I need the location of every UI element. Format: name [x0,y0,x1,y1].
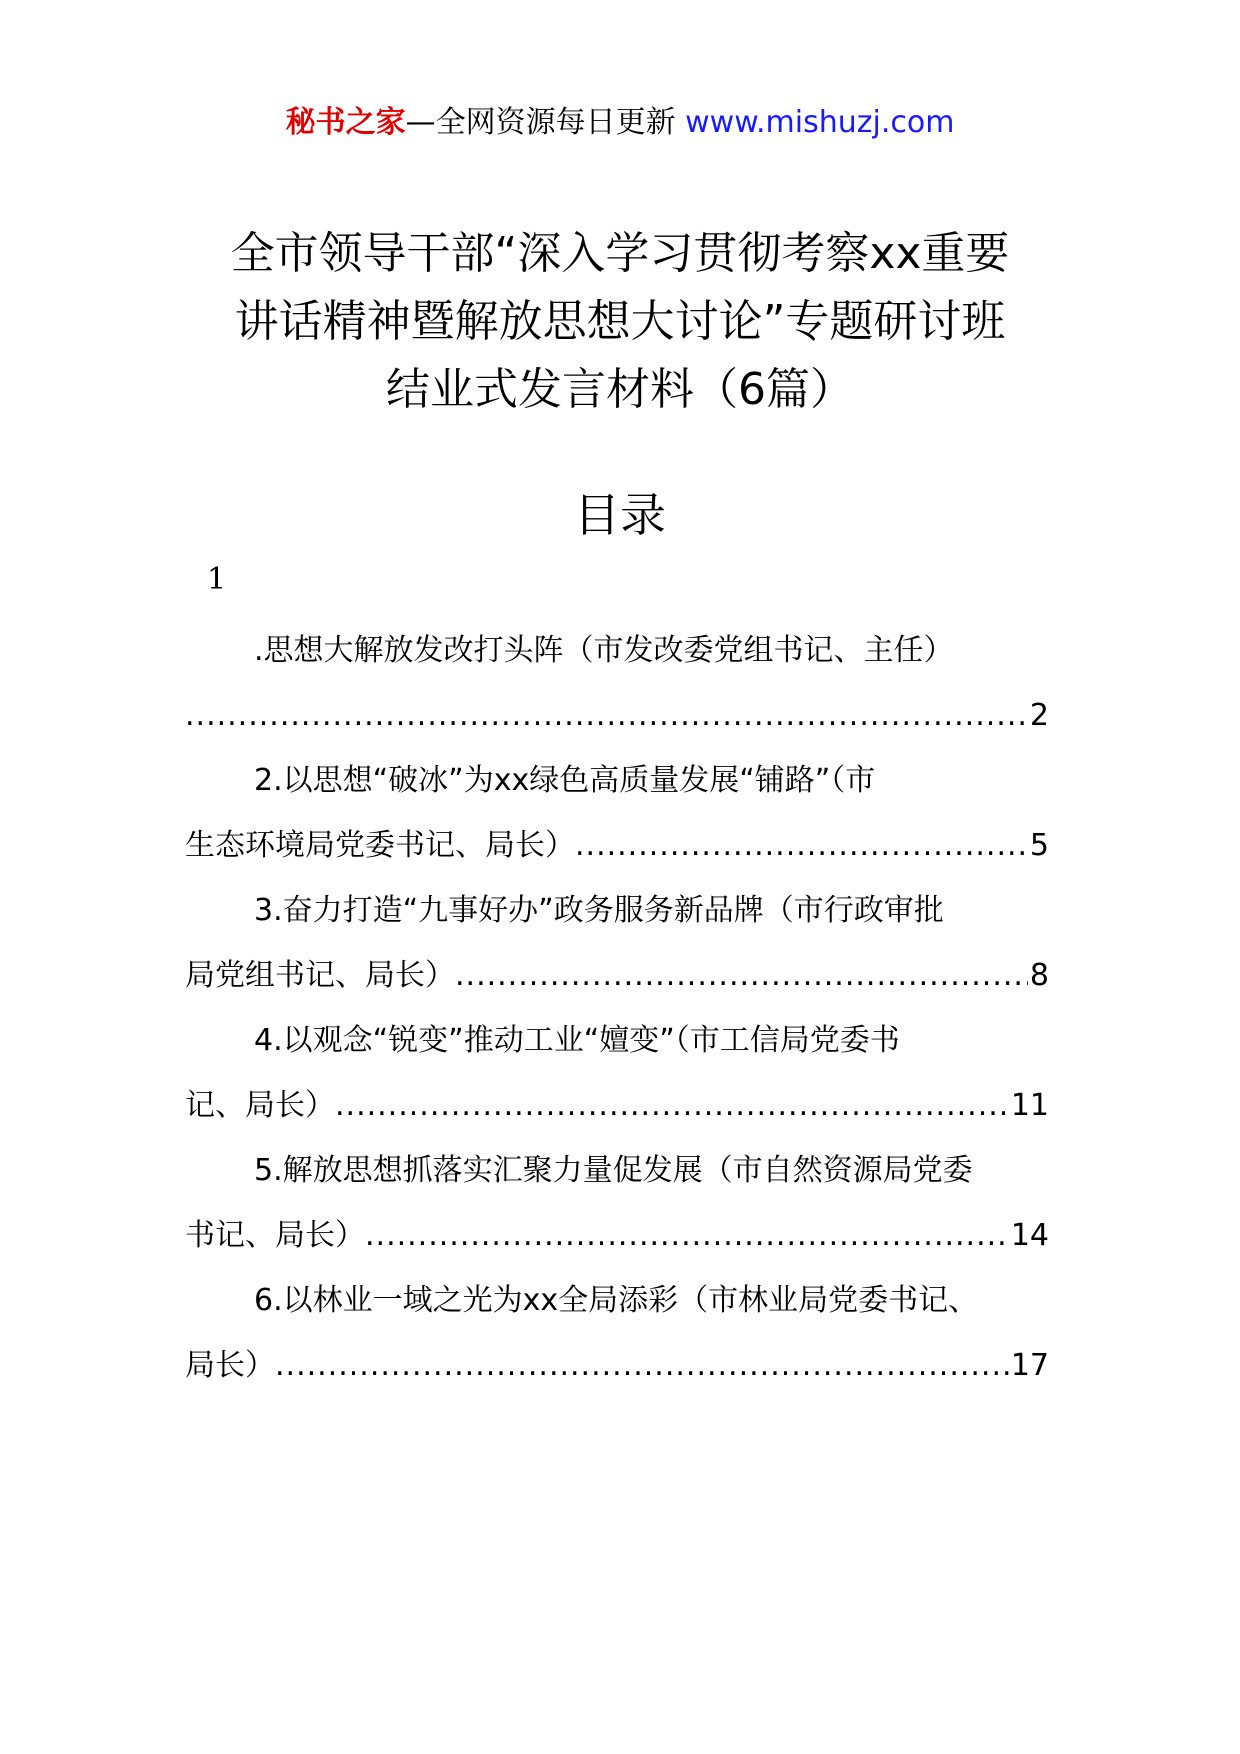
toc-entry-title-continued: 记、局长） [185,1088,335,1123]
toc-entry-title: 3.奋力打造“九事好办”政务服务新品牌（市行政审批 [254,893,944,928]
toc-entry-title: 4.以观念“锐变”推动工业“嬗变”（市工信局党委书 [254,1023,900,1058]
toc-entry-title: .思想大解放发改打头阵（市发改委党组书记、主任） [254,633,954,668]
title-line-1: 全市领导干部“深入学习贯彻考察xx重要 [230,228,1010,279]
banner-tagline: —全网资源每日更新 [405,105,676,140]
toc-entry-3[interactable] [185,878,1049,1008]
title-line-2: 讲话精神暨解放思想大讨论”专题研讨班 [234,296,1006,347]
brand-name: 秘书之家 [285,105,406,140]
document-title [0,220,1240,424]
toc-page-number: 2 [1029,698,1049,733]
toc-page-number: 5 [1029,828,1049,863]
toc-stray-number: 1 [207,562,227,597]
toc-page-number: 17 [1010,1348,1049,1383]
dot-leader [275,1333,1009,1398]
dot-leader [455,943,1028,1008]
toc-entry-1[interactable] [185,618,1049,748]
toc-entry-title: 6.以林业一域之光为xx全局添彩（市林业局党委书记、 [254,1283,979,1318]
toc-heading: 目录 [574,488,666,542]
site-url-link[interactable]: www.mishuzj.com [685,105,955,140]
site-banner [0,98,1240,148]
toc-entry-2[interactable] [185,748,1049,878]
toc-entry-4[interactable] [185,1008,1049,1138]
toc-entry-title: 2.以思想“破冰”为xx绿色高质量发展“铺路”（市 [254,763,876,798]
toc-entry-leader-row [185,1203,1049,1268]
toc-page-number: 8 [1029,958,1049,993]
toc-entry-leader-row [185,1333,1049,1398]
dot-leader [365,1203,1009,1268]
title-line-3: 结业式发言材料（6篇） [386,364,854,415]
toc-entry-leader-row [185,683,1049,748]
toc-entry-title-continued: 书记、局长） [185,1218,365,1253]
toc-entry-leader-row [185,943,1049,1008]
table-of-contents [185,618,1049,1398]
toc-entry-title: 5.解放思想抓落实汇聚力量促发展（市自然资源局党委 [254,1153,973,1188]
toc-entry-leader-row [185,813,1049,878]
toc-entry-title-continued: 局党组书记、局长） [185,958,455,993]
toc-entry-title-continued: 生态环境局党委书记、局长） [185,828,575,863]
dot-leader [335,1073,1009,1138]
toc-page-number: 14 [1010,1218,1049,1253]
dot-leader [575,813,1028,878]
dot-leader [185,683,1028,748]
toc-entry-5[interactable] [185,1138,1049,1268]
toc-page-number: 11 [1010,1088,1049,1123]
toc-entry-leader-row [185,1073,1049,1138]
toc-entry-title-continued: 局长） [185,1348,275,1383]
toc-entry-6[interactable] [185,1268,1049,1398]
